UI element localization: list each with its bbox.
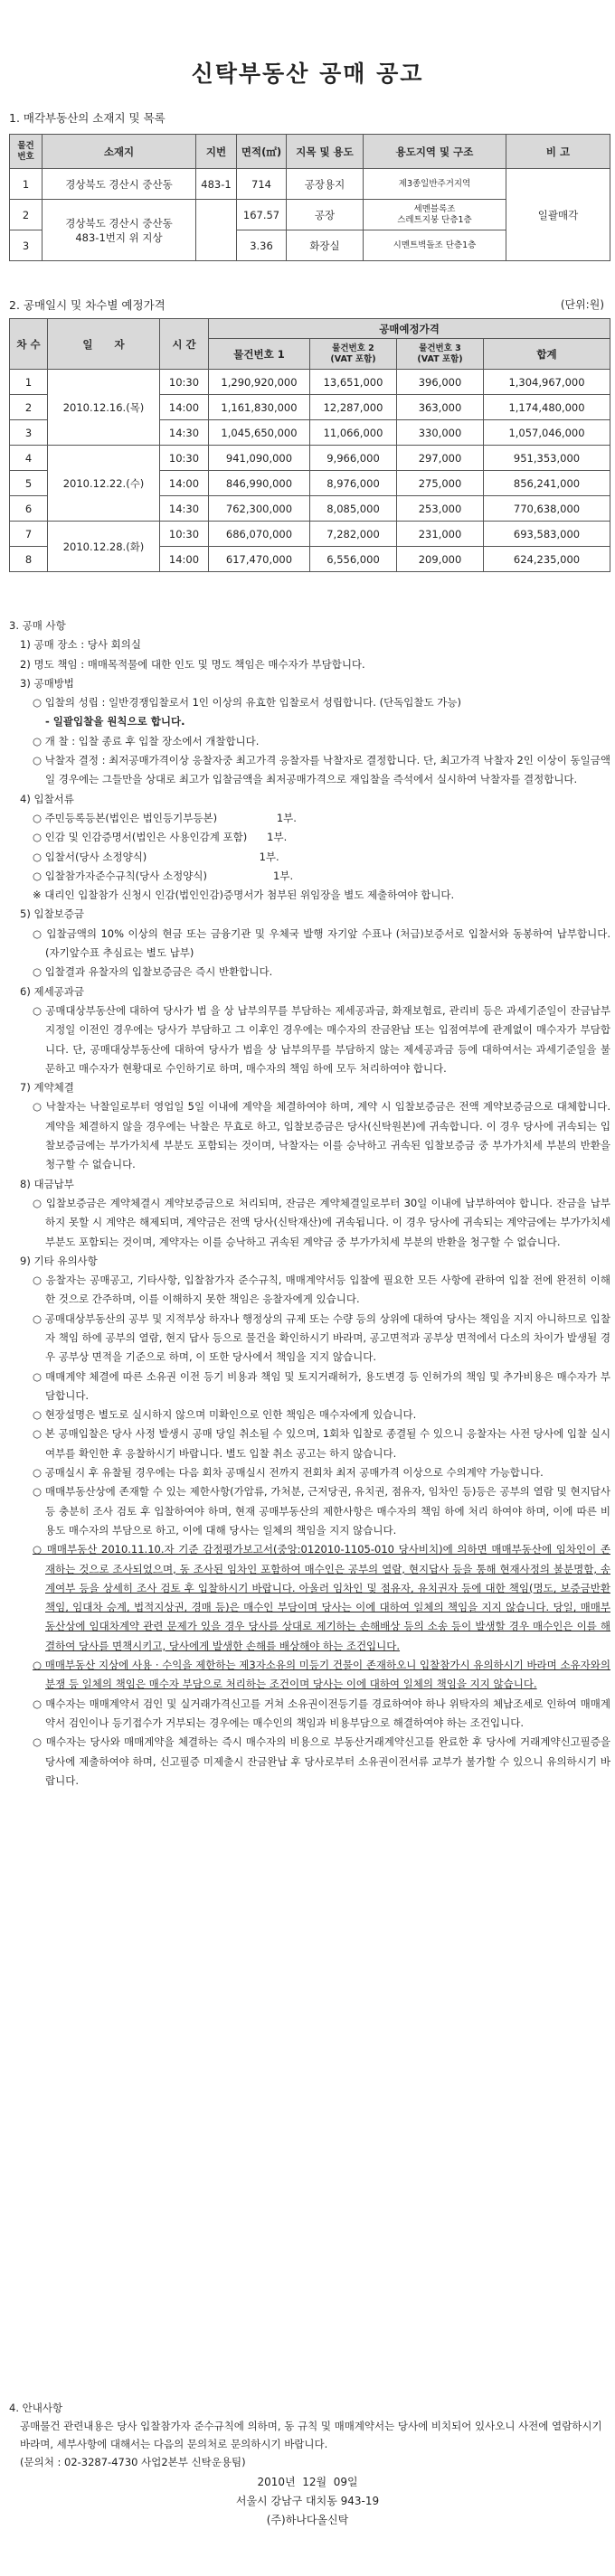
cell-total: 1,174,480,000 (484, 395, 610, 420)
contact-info: (문의처 : 02-3287-4730 사업2본부 신탁운용팀) (20, 2456, 246, 2468)
cell-price2: 11,066,000 (310, 420, 397, 446)
term-docs-heading: 4) 입찰서류 (20, 792, 74, 805)
term-doc-seal: ○ 인감 및 인감증명서(법인은 사용인감계 포함) 1부. (33, 831, 288, 844)
cell-round: 1 (10, 370, 48, 395)
term-taxes: ○ 공매대상부동산에 대하여 당사가 법 을 상 납부의무를 부담하는 제세공과금, 화재보험료, 관리비 등은 과세기준일이 잔금납부지정일 이전인 경우에는 당사가 부담하고 그 이후인 경우에는 매수자의 잔금완납 또는 입점여부에 관계없이 매수자가 부담합니다. 단, 공매대상부동산에 대하여 당사가 법을 상 납부의무를 부담하지 않는 제세공과금 등에 대하여서는 과세기준일을 불문하고 매수자가 현황대로 수인하기로 하며, 매수자의 책임 하에 모두 처리하여야 합니다. (33, 1003, 610, 1075)
cell-jibun-empty (196, 200, 237, 261)
cell-date: 2010.12.28.(화) (48, 522, 160, 572)
unit-label: (단위:원) (560, 298, 604, 311)
term-misc-heading: 9) 기타 유의사항 (20, 1254, 98, 1267)
section4-heading: 4. 안내사항 (9, 2402, 63, 2414)
term-misc-understanding: ○ 응찰자는 공매공고, 기타사항, 입찰참가자 준수규칙, 매매계약서등 입찰에 필요한 모든 사항에 관하여 입찰 전에 완전히 이해한 것으로 간주하며, 이를 이해하지 못한 책임은 응찰자에게 있습니다. (33, 1274, 610, 1306)
footer (0, 2473, 615, 2530)
term-payment: ○ 입찰보증금은 계약체결시 계약보증금으로 처리되며, 잔금은 계약체결일로부터 30일 이내에 납부하여야 합니다. 잔금을 납부하지 못할 시 계약은 해제되며, 계약금은 전액 당사(신탁재산)에 귀속됩니다. 이 경우 당사에 귀속되는 계약금에는 부가가치세 부분도 포함되는 것이며, 계약자는 이를 승낙하고 귀속된 계약금 중 부가가치세 부분의 반환을 청구할 수 없습니다. (33, 1196, 610, 1248)
cell-price1: 1,161,830,000 (209, 395, 310, 420)
table-row (10, 446, 610, 471)
header-item-no: 물건 번호 (10, 135, 43, 169)
term-deposit-refund: ○ 입찰결과 유찰자의 입찰보증금은 즉시 반환합니다. (33, 965, 273, 979)
cell-area: 714 (237, 169, 287, 200)
cell-use: 화장실 (287, 230, 364, 261)
term-misc-private-contract: ○ 공매실시 후 유찰될 경우에는 다음 회차 공매실시 전까지 전회차 최저 공매가격 이상으로 수의계약 가능합니다. (33, 1466, 544, 1480)
cell-round: 3 (10, 420, 48, 446)
cell-price3: 396,000 (397, 370, 484, 395)
cell-time: 10:30 (160, 446, 209, 471)
cell-jibun: 483-1 (196, 169, 237, 200)
cell-round: 2 (10, 395, 48, 420)
cell-total: 1,057,046,000 (484, 420, 610, 446)
auction-terms (9, 616, 610, 1791)
cell-price3: 275,000 (397, 471, 484, 496)
cell-no: 1 (10, 169, 43, 200)
term-method-opening: ○ 개 찰 : 입찰 종료 후 입찰 장소에서 개찰합니다. (33, 734, 260, 747)
cell-area: 167.57 (237, 200, 287, 230)
cell-price2: 8,976,000 (310, 471, 397, 496)
term-deposit-heading: 5) 입찰보증금 (20, 907, 85, 921)
cell-price3: 231,000 (397, 522, 484, 547)
term-doc-registry: ○ 주민등록등본(법인은 법인등기부등본) 1부. (33, 811, 297, 824)
header-time: 시 간 (160, 319, 209, 370)
section2-heading: 2. 공매일시 및 차수별 예정가격 (9, 298, 166, 312)
cell-time: 14:30 (160, 420, 209, 446)
cell-total: 856,241,000 (484, 471, 610, 496)
cell-time: 14:00 (160, 547, 209, 572)
header-item1: 물건번호 1 (209, 339, 310, 370)
cell-price1: 617,470,000 (209, 547, 310, 572)
header-scheduled-price: 공매예정가격 (209, 319, 610, 339)
price-table-header (10, 319, 610, 339)
header-round: 차 수 (10, 319, 48, 370)
cell-no: 2 (10, 200, 43, 230)
cell-time: 10:30 (160, 522, 209, 547)
cell-price2: 12,287,000 (310, 395, 397, 420)
term-misc-tenants: ○ 매매부동산 2010.11.10.자 기준 감정평가보고서(중앙:012010-1105-010 당사비치)에 의하면 매매부동산에 임차인이 존재하는 것으로 조사되었으며, 동 조사된 임차인 포함하여 매수인은 공부의 열람, 현지답사 등을 통해 현재사정의 불분명함, 송계여부 등을 상세히 조사 검토 후 입찰하시기 바랍니다. 아울러 임차인 및 점유자, 유치권자 등에 대한 책임(명도, 보증금반환 책임, 임대차 승계, 법적지상권, 경매 등)은 매수인 부담이며 당사는 이에 대하여 일체의 책임을 지지 않습니다. 당일, 매매부동산상에 임대차계약 관련 문제가 있을 경우 당사를 상대로 제기하는 손해배상 등의 소송 등이 발생할 경우 매수인은 이를 해결하여 당사를 면책시키고, 당사에게 발생한 손해를 배상해야 하는 조건입니다. (33, 1543, 610, 1652)
cell-price3: 330,000 (397, 420, 484, 446)
header-item2: 물건번호 2 (VAT 포함) (310, 339, 397, 370)
term-misc-restrictions: ○ 매매부동산상에 존재할 수 있는 제한사항(가압류, 가처분, 근저당권, 유치권, 점유자, 임차인 등)등은 공부의 열람 및 현지답사 등 충분히 조사 검토 후 입찰하여야 하며, 현재 공매부동산의 제한사항은 매수자의 책임 하에 처리 하여야 하며, 이에 따른 비용도 매수자의 부담으로 하고, 이에 대해 당사는 일체의 책임을 지지 않습니다. (33, 1485, 610, 1537)
table-row (10, 522, 610, 547)
cell-round: 4 (10, 446, 48, 471)
cell-total: 624,235,000 (484, 547, 610, 572)
company-name: (주)하나다올신탁 (266, 2514, 349, 2526)
cell-round: 5 (10, 471, 48, 496)
header-note: 비 고 (506, 135, 610, 169)
term-doc-bid-form: ○ 입찰서(당사 소정양식) 1부. (33, 850, 279, 863)
cell-area: 3.36 (237, 230, 287, 261)
section1-heading: 1. 매각부동산의 소재지 및 목록 (9, 111, 166, 125)
term-misc-defects: ○ 공매대상부동산의 공부 및 지적부상 하자나 행정상의 규제 또는 수량 등의 상위에 대하여 당사는 책임을 지지 아니하므로 입찰자 책임 하에 공부의 열람, 현지 답사 등으로 물건을 확인하시기 바라며, 공고면적과 공부상 면적에서 다소의 차이가 발생될 경우 공부상 면적을 기준으로 하며, 이 또한 당사에서 책임을 지지 않습니다. (33, 1312, 610, 1364)
page-title: 신탁부동산 공매 공고 (191, 61, 424, 87)
header-use: 지목 및 용도 (287, 135, 364, 169)
term-method-heading: 3) 공매방법 (20, 676, 74, 690)
table-row (10, 370, 610, 395)
term-method-winner: ○ 낙찰자 결정 : 최저공매가격이상 응찰자중 최고가격 응찰자를 낙찰자로 결정합니다. 단, 최고가격 낙찰자 2인 이상이 동일금액일 경우에는 그들만을 상대로 최고가 입찰금액을 최저공매가격으로 재입찰을 즉석에서 실시하여 낙찰자를 결정합니다. (33, 754, 610, 786)
cell-time: 14:30 (160, 496, 209, 522)
cell-time: 14:00 (160, 471, 209, 496)
cell-price2: 6,556,000 (310, 547, 397, 572)
cell-location: 경상북도 경산시 중산동 (43, 169, 196, 200)
cell-price3: 297,000 (397, 446, 484, 471)
term-payment-heading: 8) 대금납부 (20, 1177, 74, 1190)
cell-total: 1,304,967,000 (484, 370, 610, 395)
cell-note-bulk-sale: 일괄매각 (506, 169, 610, 261)
cell-total: 693,583,000 (484, 522, 610, 547)
guidance-text: 공매물건 관련내용은 당사 입찰참가자 준수규칙에 의하며, 동 규칙 및 매매계약서는 당사에 비치되어 있사오니 사전에 열람하시기 바라며, 세부사항에 대해서는 다음의 문의처로 문의하시기 바랍니다. (20, 2420, 602, 2450)
cell-date: 2010.12.16.(목) (48, 370, 160, 446)
term-misc-transfer-cost: ○ 매매계약 체결에 따른 소유권 이전 등기 비용과 책임 및 토지거래허가, 용도변경 등 인허가의 책임 및 추가비용은 매수자가 부담합니다. (33, 1369, 610, 1402)
cell-time: 14:00 (160, 395, 209, 420)
term-method-establishment: ○ 입찰의 성립 : 일반경쟁입찰로서 1인 이상의 유효한 입찰로서 성립합니다. (단독입찰도 가능) (33, 696, 461, 710)
header-item3: 물건번호 3 (VAT 포함) (397, 339, 484, 370)
cell-round: 6 (10, 496, 48, 522)
price-table (9, 318, 610, 572)
guidance-section (9, 2399, 606, 2471)
cell-price3: 209,000 (397, 547, 484, 572)
cell-round: 8 (10, 547, 48, 572)
header-date: 일 자 (48, 319, 160, 370)
cell-total: 770,638,000 (484, 496, 610, 522)
term-contract: ○ 낙찰자는 낙찰일로부터 영업일 5일 이내에 계약을 체결하여야 하며, 계약 시 입찰보증금은 전액 계약보증금으로 대체합니다. 계약을 체결하지 않을 경우에는 낙찰은 무효로 하고, 입찰보증금은 당사(신탁원본)에 귀속합니다. 이 경우 당사에 귀속되는 입찰보증금에는 부가가치세 부분도 포함되는 것이며, 낙찰자는 이를 승낙하고 귀속된 입찰보증금 중 부가가치세 부분의 반환을 청구할 수 없습니다. (33, 1100, 610, 1171)
header-jibun: 지번 (196, 135, 237, 169)
term-misc-unregistered-building: ○ 매매부동산 지상에 사용 · 수익을 제한하는 제3자소유의 미등기 건물이 존재하오니 입찰참가시 유의하시기 바라며 소유자와의 분쟁 등 일체의 책임은 매수자 부담으로 처리하는 조건이며 당사는 이에 대하여 일체의 책임을 지지 않습니다. (33, 1659, 610, 1691)
cell-price1: 686,070,000 (209, 522, 310, 547)
term-contract-heading: 7) 계약체결 (20, 1081, 74, 1095)
cell-price2: 13,651,000 (310, 370, 397, 395)
term-misc-registration: ○ 매수자는 매매계약서 검인 및 실거래가격신고를 거쳐 소유권이전등기를 경료하여야 하나 위탁자의 체납조세로 인하여 매매계약서 검인이나 등기접수가 거부되는 경우에는 매수인의 책임과 비용부담으로 해결하여야 하는 조건입니다. (33, 1697, 610, 1729)
header-area: 면적(㎡) (237, 135, 287, 169)
cell-location: 경상북도 경산시 중산동 483-1번지 위 지상 (43, 200, 196, 261)
term-venue: 1) 공매 장소 : 당사 회의실 (20, 638, 141, 652)
cell-price3: 253,000 (397, 496, 484, 522)
cell-use: 공장 (287, 200, 364, 230)
cell-price3: 363,000 (397, 395, 484, 420)
cell-zone: 제3종일반주거지역 (364, 169, 506, 200)
cell-zone: 시멘트벽돌조 단층1층 (364, 230, 506, 261)
cell-round: 7 (10, 522, 48, 547)
cell-price2: 7,282,000 (310, 522, 397, 547)
term-eviction: 2) 명도 책임 : 매매목적물에 대한 인도 및 명도 책임은 매수자가 부담합니다. (20, 657, 365, 671)
cell-zone: 세멘블록조 스레트지붕 단층1층 (364, 200, 506, 230)
table-row (10, 169, 610, 200)
term-deposit-amount: ○ 입찰금액의 10% 이상의 현금 또는 금융기관 및 우체국 발행 자기앞 수표나 (처급)보증서로 입찰서와 동봉하여 납부합니다.(자기앞수표 추심료는 별도 납부) (33, 926, 610, 960)
company-address: 서울시 강남구 대치동 943-19 (235, 2495, 380, 2507)
cell-price1: 762,300,000 (209, 496, 310, 522)
term-misc-cancellation: ○ 본 공매입찰은 당사 사정 발생시 공매 당일 취소될 수 있으며, 1회차 입찰로 종결될 수 있으니 응찰자는 사전 당사에 입찰 실시 여부를 확인한 후 응찰하시기 바랍니다. 별도 입찰 취소 공고는 하지 않습니다. (33, 1427, 610, 1460)
cell-price1: 1,290,920,000 (209, 370, 310, 395)
term-misc-transaction-report: ○ 매수자는 당사와 매매계약을 체결하는 즉시 매수자의 비용으로 부동산거래계약신고를 완료한 후 당사에 거래계약신고필증을 당사에 제출하여야 하며, 신고필증 미제출시 잔금완납 후 당사로부터 소유권이전서류 교부가 불가할 수 있으니 유의하시기 바랍니다. (33, 1735, 610, 1787)
cell-price1: 1,045,650,000 (209, 420, 310, 446)
term-misc-site-visit: ○ 현장설명은 별도로 실시하지 않으며 미확인으로 인한 책임은 매수자에게 있습니다. (33, 1408, 417, 1422)
term-doc-proxy: ※ 대리인 입찰참가 신청시 인감(법인인감)증명서가 첨부된 위임장을 별도 제출하여야 합니다. (33, 888, 455, 902)
cell-price1: 941,090,000 (209, 446, 310, 471)
header-zone: 용도지역 및 구조 (364, 135, 506, 169)
cell-price1: 846,990,000 (209, 471, 310, 496)
term-doc-rules: ○ 입찰참가자준수규칙(당사 소정양식) 1부. (33, 869, 294, 882)
notice-date: 2010년 12월 09일 (257, 2476, 358, 2488)
property-table (9, 134, 610, 261)
header-location: 소재지 (43, 135, 196, 169)
cell-time: 10:30 (160, 370, 209, 395)
cell-date: 2010.12.22.(수) (48, 446, 160, 522)
cell-price2: 8,085,000 (310, 496, 397, 522)
cell-total: 951,353,000 (484, 446, 610, 471)
section3-heading: 3. 공매 사항 (9, 619, 66, 632)
term-method-bulk: - 일괄입찰을 원칙으로 합니다. (45, 715, 185, 729)
cell-price2: 9,966,000 (310, 446, 397, 471)
header-total: 합계 (484, 339, 610, 370)
term-taxes-heading: 6) 제세공과금 (20, 984, 85, 998)
cell-no: 3 (10, 230, 43, 261)
cell-use: 공장용지 (287, 169, 364, 200)
property-table-header (10, 135, 610, 169)
